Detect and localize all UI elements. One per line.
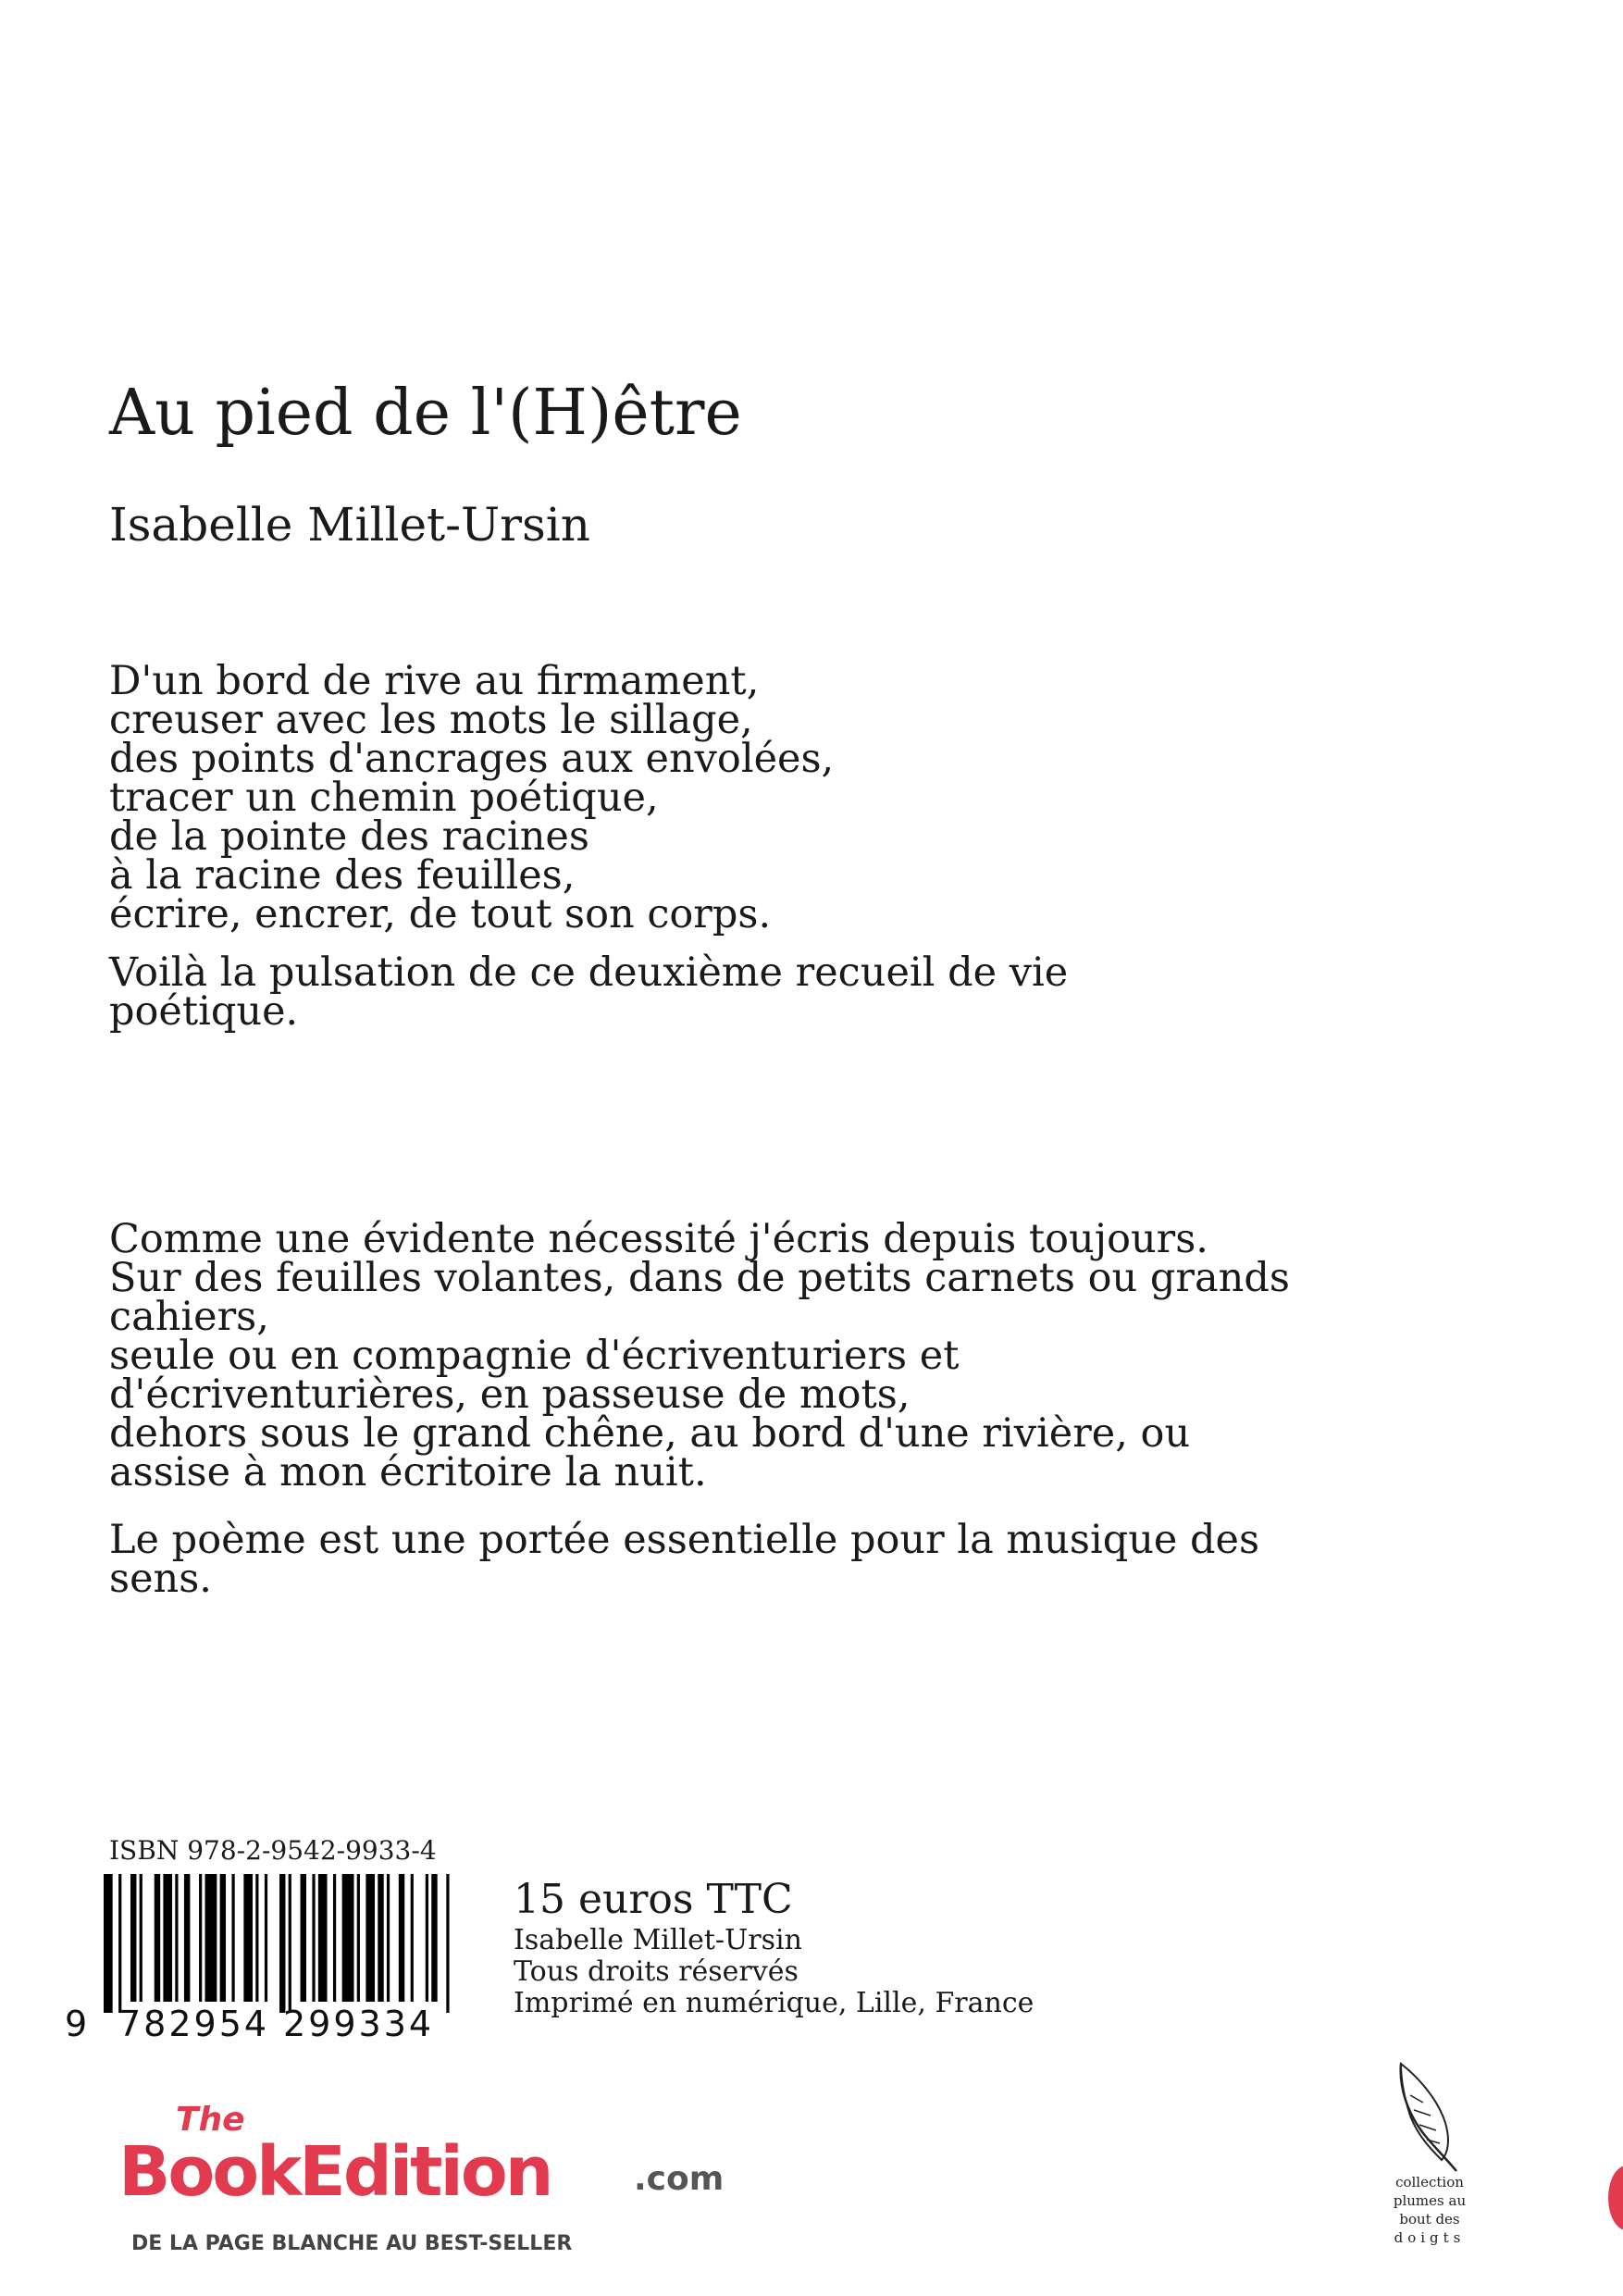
text-line: seule ou en compagnie d'écriventuriers et [109,1333,960,1379]
text-line: à la racine des feuilles, [109,852,576,899]
barcode-bar [204,1874,217,2002]
barcode-right-digits: 299334 [283,2004,435,2044]
publication-info [514,1925,1034,2019]
text-line: Comme une évidente nécessité j'écris depuis toujours. [109,1216,1208,1262]
closing-paragraph [109,1517,1260,1602]
barcode-bar [220,1874,226,2002]
barcode-bar [365,1874,375,2002]
barcode-bar [399,1874,404,2002]
barcode-bar [243,1874,253,2002]
barcode-bar [357,1874,360,2002]
barcode-first-digit: 9 [65,2004,88,2044]
text-line: de la pointe des racines [109,813,589,860]
collection-line: collection [1395,2174,1464,2191]
barcode-bar [231,1874,234,2002]
barcode-bar [155,1874,160,2002]
barcode-bar [301,1874,306,2002]
barcode [104,1874,455,2013]
barcode-bar [175,1874,178,2002]
barcode-left-digits: 782954 [118,2004,270,2044]
collection-line: bout des [1399,2211,1460,2228]
text-line: poétique. [109,988,299,1035]
pulse-paragraph [109,949,1069,1035]
edge-mark [1608,2166,1623,2230]
barcode-bar [163,1874,172,2002]
isbn-label: ISBN 978-2-9542-9933-4 [109,1835,437,1866]
barcode-bar [378,1874,383,2002]
barcode-bar [312,1874,315,2002]
text-line: Voilà la pulsation de ce deuxième recueil de vie [109,949,1069,996]
book-title: Au pied de l'(H)être [109,377,742,450]
barcode-bar [199,1874,202,2002]
text-line: tracer un chemin poétique, [109,775,659,821]
feather-icon [1390,2058,1473,2178]
barcode-bar [184,1874,190,2002]
collection-line: plumes au [1393,2192,1467,2209]
barcode-bar [342,1874,354,2002]
text-line: creuser avec les mots le sillage, [109,697,753,743]
text-line: Sur des feuilles volantes, dans de petits carnets ou grands [109,1255,1290,1301]
info-line: Isabelle Millet-Ursin [514,1924,802,1956]
barcode-bar [431,1874,437,2002]
text-line: assise à mon écritoire la nuit. [109,1449,707,1496]
author-bio [109,1216,1290,1496]
publisher-logo [111,2101,725,2286]
barcode-bar [118,1874,121,2013]
barcode-bar [104,1874,113,2013]
barcode-bar [387,1874,390,2002]
logo-the: The [176,2101,245,2139]
logo-brand: BookEdition [118,2132,551,2212]
barcode-bar [130,1874,136,2002]
text-line: d'écriventurières, en passeuse de mots, [109,1371,911,1418]
barcode-bar [279,1874,285,2013]
text-line: sens. [109,1556,212,1602]
barcode-bar [318,1874,328,2002]
author-name: Isabelle Millet-Ursin [109,498,590,552]
barcode-bar [333,1874,336,2002]
barcode-bar [411,1874,414,2002]
text-line: des points d'ancrages aux envolées, [109,736,835,782]
barcode-bar [255,1874,258,2002]
info-line: Imprimé en numérique, Lille, France [514,1987,1035,2019]
collection-line: doigts [1394,2229,1466,2246]
text-line: D'un bord de rive au firmament, [109,658,760,704]
text-line: Le poème est une portée essentielle pour la musique des [109,1517,1260,1563]
barcode-digits [65,2004,463,2046]
info-line: Tous droits réservés [514,1955,799,1988]
price-label: 15 euros TTC [514,1876,793,1923]
barcode-bar [446,1874,449,2013]
logo-tagline: DE LA PAGE BLANCHE AU BEST-SELLER [131,2232,573,2255]
text-line: écrire, encrer, de tout son corps. [109,891,772,937]
barcode-bar [289,1874,291,2013]
poem-excerpt [109,658,835,937]
collection-label [1369,2173,1490,2247]
logo-domain: .com [634,2160,725,2198]
barcode-bar [140,1874,142,2002]
text-line: cahiers, [109,1294,269,1340]
text-line: dehors sous le grand chêne, au bord d'une rivière, ou [109,1410,1191,1457]
barcode-bar [426,1874,428,2002]
barcode-bar [265,1874,267,2002]
